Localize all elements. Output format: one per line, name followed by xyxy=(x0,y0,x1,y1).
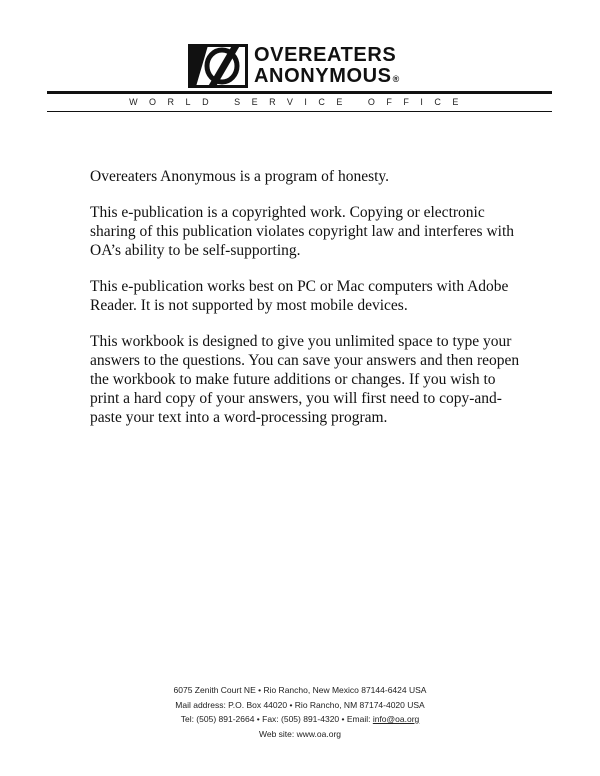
world-service-office-label: WORLD SERVICE OFFICE xyxy=(129,97,470,107)
header-rule-thick xyxy=(47,91,552,94)
oa-logo-mark-icon xyxy=(188,44,248,88)
logo-line-overeaters: OVEREATERS xyxy=(254,44,397,66)
logo-line-anonymous: ANONYMOUS xyxy=(254,65,392,87)
header-rule-thin xyxy=(47,111,552,112)
footer-contact xyxy=(0,712,600,727)
footer-address xyxy=(0,683,600,741)
paragraph-workbook: This workbook is designed to give you unlimited space to type your answers to the questions. You can save your answers and then reopen the workbook to make future additions or changes. If you wish to print a hard copy of your answers, you will first need to copy-and-paste your text into a word-processing program. xyxy=(90,333,520,426)
notice-body xyxy=(90,167,520,444)
registered-mark: ® xyxy=(392,74,400,84)
paragraph-copyright: This e-publication is a copyrighted work. Copying or electronic sharing of this publication violates copyright law and interferes with OA’s ability to be self-supporting. xyxy=(90,204,514,259)
oa-logo-wordmark xyxy=(254,45,400,90)
email-link[interactable]: info@oa.org xyxy=(372,714,420,724)
paragraph-honesty: Overeaters Anonymous is a program of honesty. xyxy=(90,168,390,185)
paragraph-compatibility: This e-publication works best on PC or Mac computers with Adobe Reader. It is not supported by most mobile devices. xyxy=(90,278,509,314)
footer-mail: Mail address: P.O. Box 44020 • Rio Rancho, NM 87174-4020 USA xyxy=(175,699,425,710)
footer-phone-fax: Tel: (505) 891-2664 • Fax: (505) 891-4320 • Email: xyxy=(180,714,373,724)
footer-web: Web site: www.oa.org xyxy=(258,728,342,739)
oa-logo xyxy=(188,44,413,88)
footer-street: 6075 Zenith Court NE • Rio Rancho, New Mexico 87144-6424 USA xyxy=(173,685,427,695)
